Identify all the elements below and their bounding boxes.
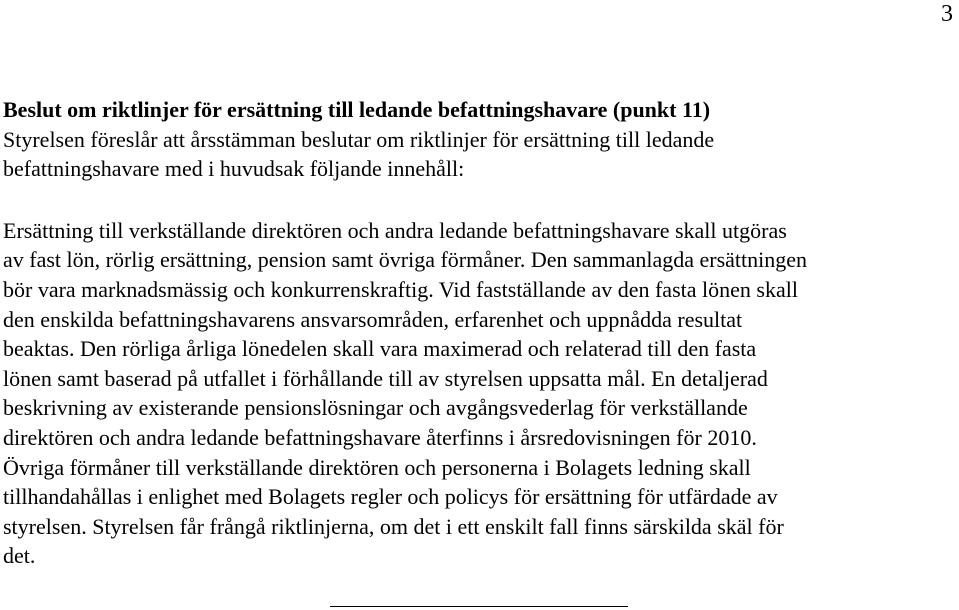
body-line: bör vara marknadsmässig och konkurrenskraftig. Vid fastställande av den fasta lönen skall xyxy=(3,276,798,302)
body-line: Övriga förmåner till verkställande direktören och personerna i Bolagets ledning skall xyxy=(3,454,751,480)
body-line: direktören och andra ledande befattningshavare återfinns i årsredovisningen för 2010. xyxy=(3,424,757,450)
body-line: lönen samt baserad på utfallet i förhållande till av styrelsen uppsatta mål. En detaljerad xyxy=(3,365,768,391)
signature-rule xyxy=(330,606,628,607)
section-heading: Beslut om riktlinjer för ersättning till ledande befattningshavare (punkt 11) xyxy=(3,97,711,122)
body-line: beskrivning av existerande pensionslösningar och avgångsvederlag för verkställande xyxy=(3,395,748,421)
intro-line: Styrelsen föreslår att årsstämman beslutar om riktlinjer för ersättning till ledande xyxy=(3,126,715,152)
body-line: tillhandahållas i enlighet med Bolagets regler och policys för ersättning för utfärdade av xyxy=(3,484,778,510)
body-line: styrelsen. Styrelsen får frångå riktlinjerna, om det i ett enskilt fall finns särskilda skäl för xyxy=(3,513,784,539)
document-body xyxy=(3,95,955,571)
paragraph-gap xyxy=(3,184,955,216)
page-number: 3 xyxy=(941,1,953,27)
body-line: Ersättning till verkställande direktören och andra ledande befattningshavare skall utgöras xyxy=(3,217,787,243)
body-line: av fast lön, rörlig ersättning, pension samt övriga förmåner. Den sammanlagda ersättningen xyxy=(3,247,807,273)
body-line: det. xyxy=(3,543,36,569)
body-line: den enskilda befattningshavarens ansvarsområden, erfarenhet och uppnådda resultat xyxy=(3,306,743,332)
intro-line: befattningshavare med i huvudsak följande innehåll: xyxy=(3,156,465,182)
body-line: beaktas. Den rörliga årliga lönedelen skall vara maximerad och relaterad till den fasta xyxy=(3,336,757,362)
